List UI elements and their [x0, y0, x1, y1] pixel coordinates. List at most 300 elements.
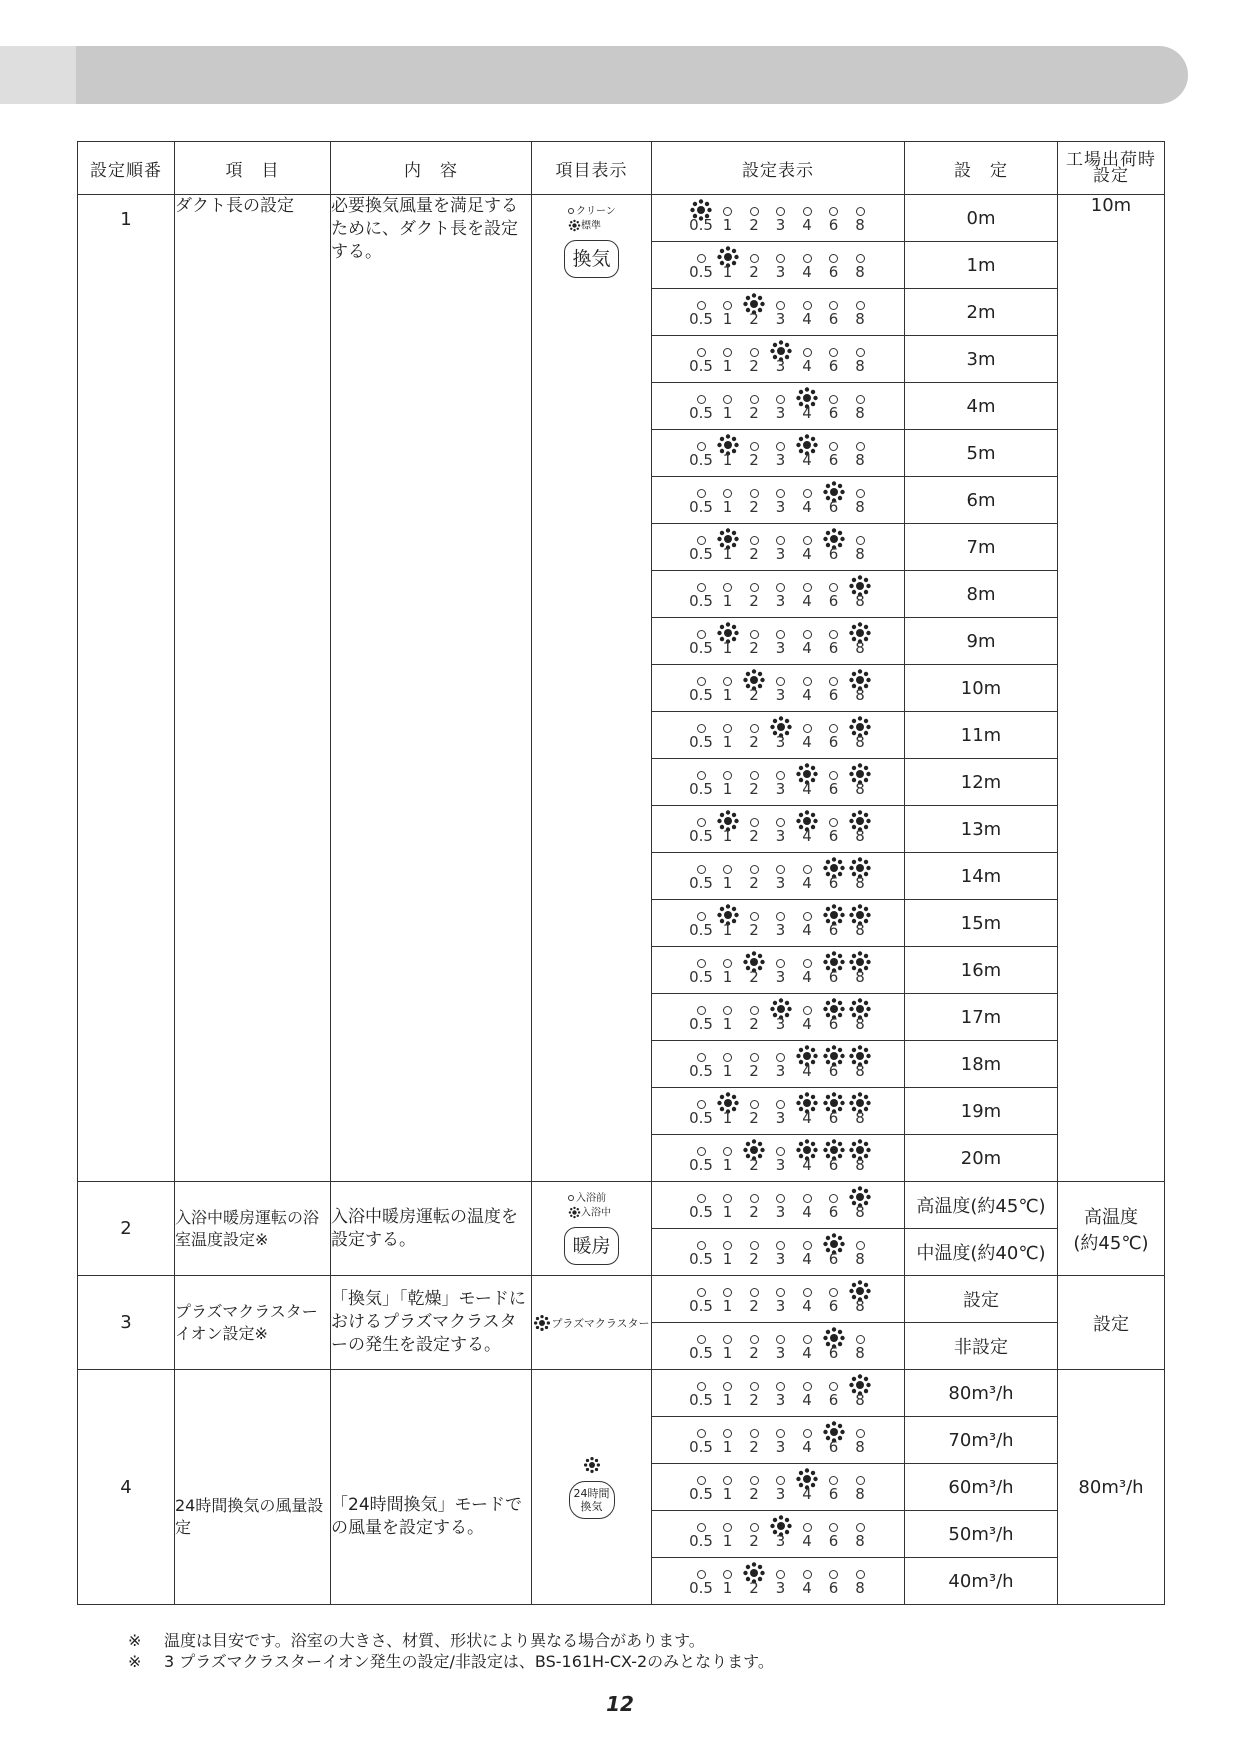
item-cell: 24時間換気の風量設定 — [175, 1370, 331, 1605]
lamp-slot — [822, 668, 846, 708]
setting-display-cell — [652, 1558, 905, 1605]
lamp-slot — [848, 1138, 872, 1178]
circle-lamp-icon — [697, 724, 706, 733]
lamp-number: 1 — [722, 733, 733, 751]
panel-button-icon — [569, 1481, 615, 1519]
lamp-slot — [716, 997, 740, 1037]
lamp-number: 8 — [855, 263, 865, 281]
lamp-number: 3 — [775, 1391, 786, 1409]
setting-cell: 16m — [905, 947, 1058, 994]
icon-line1: 24時間 — [573, 1486, 610, 1500]
setting-cell: 0m — [905, 195, 1058, 242]
setting-cell: 17m — [905, 994, 1058, 1041]
circle-lamp-icon — [697, 583, 706, 592]
table-row — [78, 1276, 1165, 1323]
lamp-number: 3 — [775, 1203, 786, 1221]
circle-lamp-icon — [776, 1194, 785, 1203]
lamp-slot — [795, 668, 819, 708]
circle-lamp-icon — [776, 254, 785, 263]
lamp-number: 2 — [749, 498, 759, 516]
lamp-indicator — [689, 1232, 879, 1272]
lamp-slot — [742, 1467, 766, 1507]
lamp-slot — [848, 245, 872, 285]
circle-lamp-icon — [697, 395, 706, 404]
lamp-number: 6 — [828, 263, 839, 281]
lamp-slot — [848, 997, 872, 1037]
lamp-slot — [742, 762, 766, 802]
lamp-number: 6 — [828, 1579, 839, 1597]
lamp-slot — [848, 1467, 872, 1507]
setting-cell: 15m — [905, 900, 1058, 947]
circle-lamp-icon — [803, 724, 812, 733]
lamp-number: 8 — [855, 404, 865, 422]
lamp-slot — [769, 198, 793, 238]
circle-lamp-icon — [803, 1335, 812, 1344]
lamp-slot — [769, 903, 793, 943]
lamp-number: 6 — [828, 733, 839, 751]
lamp-slot — [848, 621, 872, 661]
lamp-slot — [716, 1279, 740, 1319]
header-factory-line1: 工場出荷時 — [1066, 150, 1156, 170]
sparkle-icon — [568, 219, 581, 232]
lamp-number: 3 — [775, 263, 786, 281]
circle-lamp-icon — [776, 818, 785, 827]
circle-lamp-icon — [697, 677, 706, 686]
lamp-number: 4 — [802, 1250, 812, 1268]
circle-lamp-icon — [803, 865, 812, 874]
footnote-mark: ※ — [128, 1652, 142, 1671]
circle-lamp-icon — [697, 254, 706, 263]
circle-lamp-icon — [750, 395, 759, 404]
circle-lamp-icon — [803, 630, 812, 639]
lamp-slot — [742, 433, 766, 473]
lamp-slot — [742, 339, 766, 379]
lamp-slot — [822, 433, 846, 473]
lamp-slot — [716, 1514, 740, 1554]
lamp-number: 6 — [828, 1438, 839, 1456]
circle-lamp-icon — [776, 207, 785, 216]
lamp-slot — [769, 1091, 793, 1131]
circle-lamp-icon — [750, 1335, 759, 1344]
circle-lamp-icon — [776, 1241, 785, 1250]
item-cell: 入浴中暖房運転の浴室温度設定※ — [175, 1182, 331, 1276]
lamp-slot — [769, 950, 793, 990]
circle-lamp-icon — [723, 1382, 732, 1391]
lamp-slot — [716, 1467, 740, 1507]
setting-cell: 70m³/h — [905, 1417, 1058, 1464]
lamp-slot — [848, 1091, 872, 1131]
lamp-number: 2 — [749, 451, 759, 469]
setting-cell: 50m³/h — [905, 1511, 1058, 1558]
lamp-number: 0.5 — [689, 451, 713, 469]
lamp-number: 2 — [749, 780, 759, 798]
lamp-slot — [742, 903, 766, 943]
lamp-number: 8 — [855, 1156, 865, 1174]
lamp-slot — [689, 292, 713, 332]
lamp-number: 3 — [775, 1485, 786, 1503]
lamp-slot — [822, 1232, 846, 1272]
lamp-number: 8 — [855, 1015, 865, 1033]
circle-lamp-icon — [750, 1100, 759, 1109]
lamp-number: 4 — [802, 874, 812, 892]
circle-lamp-icon — [723, 865, 732, 874]
lamp-slot — [742, 1091, 766, 1131]
lamp-slot — [822, 292, 846, 332]
setting-display-cell — [652, 665, 905, 712]
circle-lamp-icon — [856, 1241, 865, 1250]
setting-cell: 4m — [905, 383, 1058, 430]
lamp-slot — [822, 856, 846, 896]
lamp-number: 8 — [855, 498, 865, 516]
lamp-number: 1 — [722, 310, 733, 328]
lamp-number: 2 — [749, 968, 759, 986]
lamp-slot — [689, 198, 713, 238]
lamp-slot — [689, 1467, 713, 1507]
circle-lamp-icon — [750, 348, 759, 357]
circle-lamp-icon — [750, 865, 759, 874]
setting-display-cell — [652, 242, 905, 289]
lamp-number: 2 — [749, 1485, 759, 1503]
lamp-number: 1 — [722, 592, 733, 610]
setting-display-cell — [652, 383, 905, 430]
lamp-slot — [769, 339, 793, 379]
lamp-slot — [795, 997, 819, 1037]
circle-lamp-icon — [776, 1100, 785, 1109]
lamp-slot — [822, 1561, 846, 1601]
lamp-number: 4 — [802, 216, 812, 234]
circle-lamp-icon — [750, 724, 759, 733]
lamp-number: 1 — [722, 827, 733, 845]
lamp-slot — [769, 1373, 793, 1413]
circle-lamp-icon — [856, 301, 865, 310]
lamp-number: 8 — [855, 1344, 865, 1362]
circle-lamp-icon — [776, 301, 785, 310]
lamp-slot — [822, 386, 846, 426]
circle-lamp-icon — [697, 865, 706, 874]
footnote-text: 3 プラズマクラスターイオン発生の設定/非設定は、BS-161H-CX-2のみとなります。 — [164, 1652, 774, 1671]
circle-lamp-icon — [750, 1006, 759, 1015]
circle-lamp-icon — [829, 818, 838, 827]
lamp-number: 6 — [828, 404, 839, 422]
circle-lamp-icon — [723, 207, 732, 216]
lamp-number: 6 — [828, 1532, 839, 1550]
circle-lamp-icon — [697, 818, 706, 827]
lamp-slot — [822, 809, 846, 849]
header-setting-display: 設定表示 — [652, 142, 905, 195]
circle-lamp-icon — [803, 1382, 812, 1391]
setting-cell: 1m — [905, 242, 1058, 289]
circle-lamp-icon — [776, 912, 785, 921]
lamp-number: 3 — [775, 216, 786, 234]
lamp-indicator — [689, 1467, 879, 1507]
lamp-number: 4 — [802, 780, 812, 798]
setting-cell: 11m — [905, 712, 1058, 759]
lamp-number: 0.5 — [689, 733, 713, 751]
circle-lamp-icon — [856, 489, 865, 498]
header-item: 項 目 — [175, 142, 331, 195]
lamp-slot — [716, 668, 740, 708]
lamp-number: 6 — [828, 1485, 839, 1503]
circle-lamp-icon — [776, 677, 785, 686]
item-display-cell — [532, 1370, 652, 1605]
lamp-number: 8 — [855, 1203, 865, 1221]
lamp-number: 3 — [775, 545, 786, 563]
lamp-slot — [742, 1185, 766, 1225]
lamp-number: 2 — [749, 921, 759, 939]
setting-display-cell — [652, 1276, 905, 1323]
lamp-slot — [689, 809, 713, 849]
lamp-slot — [716, 245, 740, 285]
circle-lamp-icon — [750, 1382, 759, 1391]
circle-lamp-icon — [750, 1053, 759, 1062]
lamp-slot — [716, 386, 740, 426]
lamp-number: 3 — [775, 827, 786, 845]
lamp-indicator — [689, 1373, 879, 1413]
lamp-number: 2 — [749, 1438, 759, 1456]
lamp-number: 0.5 — [689, 827, 713, 845]
lamp-number: 1 — [722, 1250, 733, 1268]
lamp-indicator — [689, 1420, 879, 1460]
circle-lamp-icon — [776, 395, 785, 404]
setting-cell: 中温度(約40℃) — [905, 1229, 1058, 1276]
circle-lamp-icon — [723, 724, 732, 733]
circle-lamp-icon — [697, 489, 706, 498]
lamp-number: 6 — [828, 1203, 839, 1221]
lamp-number: 2 — [749, 639, 759, 657]
lamp-number: 1 — [722, 1532, 733, 1550]
lamp-number: 2 — [749, 1203, 759, 1221]
lamp-indicator — [689, 433, 879, 473]
lamp-indicator — [689, 339, 879, 379]
lamp-slot — [769, 1326, 793, 1366]
setting-display-cell — [652, 1088, 905, 1135]
lamp-slot — [769, 621, 793, 661]
circle-lamp-icon — [750, 1523, 759, 1532]
legend-off — [532, 1192, 651, 1206]
circle-lamp-icon — [829, 724, 838, 733]
legend-on — [532, 219, 651, 234]
lamp-slot — [716, 1420, 740, 1460]
lamp-number: 1 — [722, 1297, 733, 1315]
lamp-slot — [742, 386, 766, 426]
lamp-slot — [822, 903, 846, 943]
lamp-number: 1 — [722, 498, 733, 516]
circle-lamp-icon — [723, 395, 732, 404]
setting-display-cell — [652, 1229, 905, 1276]
lamp-number: 2 — [749, 263, 759, 281]
circle-lamp-icon — [829, 583, 838, 592]
lamp-number: 0.5 — [689, 357, 713, 375]
lamp-indicator — [689, 950, 879, 990]
icon-line2: 換気 — [580, 1499, 603, 1513]
lamp-number: 8 — [855, 357, 865, 375]
circle-lamp-icon — [723, 771, 732, 780]
lamp-number: 0.5 — [689, 1391, 713, 1409]
circle-lamp-icon — [723, 1288, 732, 1297]
circle-lamp-icon — [750, 489, 759, 498]
lamp-slot — [769, 1232, 793, 1272]
lamp-number: 3 — [775, 686, 786, 704]
lamp-slot — [795, 903, 819, 943]
lamp-slot — [795, 1091, 819, 1131]
lamp-number: 6 — [828, 827, 839, 845]
lamp-number: 6 — [828, 968, 839, 986]
lamp-slot — [769, 1420, 793, 1460]
lamp-slot — [822, 1091, 846, 1131]
lamp-indicator — [689, 1044, 879, 1084]
header-factory-line2: 設定 — [1093, 166, 1129, 186]
lamp-number: 6 — [828, 498, 839, 516]
lamp-slot — [769, 809, 793, 849]
circle-lamp-icon — [723, 1476, 732, 1485]
lamp-number: 2 — [749, 1015, 759, 1033]
lamp-slot — [716, 198, 740, 238]
circle-lamp-icon — [750, 207, 759, 216]
setting-display-cell — [652, 477, 905, 524]
lamp-number: 0.5 — [689, 1579, 713, 1597]
lamp-slot — [822, 1044, 846, 1084]
lamp-slot — [769, 1279, 793, 1319]
lamp-indicator — [689, 292, 879, 332]
lamp-number: 6 — [828, 1297, 839, 1315]
lamp-number: 1 — [722, 1203, 733, 1221]
lamp-number: 2 — [749, 1109, 759, 1127]
lamp-number: 0.5 — [689, 592, 713, 610]
setting-display-cell — [652, 994, 905, 1041]
lamp-number: 2 — [749, 357, 759, 375]
lamp-slot — [822, 1373, 846, 1413]
lamp-number: 4 — [802, 1532, 812, 1550]
circle-lamp-icon — [776, 771, 785, 780]
lamp-slot — [848, 762, 872, 802]
circle-lamp-icon — [697, 1053, 706, 1062]
lamp-slot — [822, 198, 846, 238]
lamp-number: 8 — [855, 545, 865, 563]
circle-lamp-icon — [723, 1570, 732, 1579]
lamp-slot — [689, 480, 713, 520]
lamp-number: 2 — [749, 592, 759, 610]
circle-lamp-icon — [697, 1100, 706, 1109]
lamp-slot — [822, 527, 846, 567]
circle-lamp-icon — [803, 207, 812, 216]
circle-lamp-icon — [776, 442, 785, 451]
lamp-number: 6 — [828, 451, 839, 469]
lamp-slot — [822, 1185, 846, 1225]
plasmacluster-indicator — [532, 1313, 651, 1333]
lamp-number: 2 — [749, 310, 759, 328]
lamp-number: 3 — [775, 1015, 786, 1033]
lamp-number: 8 — [855, 1579, 865, 1597]
setting-display-cell — [652, 571, 905, 618]
lamp-slot — [742, 198, 766, 238]
circle-lamp-icon — [697, 1241, 706, 1250]
circle-lamp-icon — [776, 865, 785, 874]
lamp-number: 4 — [802, 639, 812, 657]
footnote-text: 温度は目安です。浴室の大きさ、材質、形状により異なる場合があります。 — [164, 1631, 705, 1650]
setting-cell: 高温度(約45℃) — [905, 1182, 1058, 1229]
header-factory-setting — [1058, 142, 1165, 195]
setting-display-cell — [652, 1041, 905, 1088]
header-bar — [0, 46, 1188, 104]
lamp-number: 0.5 — [689, 686, 713, 704]
lamp-number: 1 — [722, 1062, 733, 1080]
lamp-slot — [795, 1232, 819, 1272]
setting-display-cell — [652, 947, 905, 994]
setting-cell: 10m — [905, 665, 1058, 712]
lamp-slot — [689, 1326, 713, 1366]
lamp-slot — [689, 1561, 713, 1601]
lamp-number: 4 — [802, 310, 812, 328]
setting-display-cell — [652, 1323, 905, 1370]
lamp-number: 3 — [775, 733, 786, 751]
setting-cell: 14m — [905, 853, 1058, 900]
setting-cell: 12m — [905, 759, 1058, 806]
circle-lamp-icon — [829, 1382, 838, 1391]
lamp-slot — [795, 856, 819, 896]
lamp-slot — [716, 1232, 740, 1272]
lamp-number: 4 — [802, 1579, 812, 1597]
lamp-number: 0.5 — [689, 1438, 713, 1456]
lamp-number: 4 — [802, 1297, 812, 1315]
circle-lamp-icon — [776, 1429, 785, 1438]
header-setting: 設 定 — [905, 142, 1058, 195]
sparkle-icon — [568, 1206, 581, 1219]
lamp-slot — [742, 1326, 766, 1366]
circle-lamp-icon — [856, 1335, 865, 1344]
setting-display-cell — [652, 524, 905, 571]
lamp-slot — [769, 480, 793, 520]
lamp-number: 1 — [722, 780, 733, 798]
circle-lamp-icon — [697, 1335, 706, 1344]
circle-lamp-icon — [750, 254, 759, 263]
setting-display-cell — [652, 1511, 905, 1558]
lamp-indicator — [689, 856, 879, 896]
lamp-number: 4 — [802, 263, 812, 281]
setting-cell: 40m³/h — [905, 1558, 1058, 1605]
factory-setting-cell: 80m³/h — [1058, 1370, 1165, 1605]
setting-cell: 18m — [905, 1041, 1058, 1088]
header-bar-tab — [0, 46, 76, 104]
lamp-number: 8 — [855, 1438, 865, 1456]
lamp-number: 1 — [722, 639, 733, 657]
setting-cell: 80m³/h — [905, 1370, 1058, 1417]
circle-lamp-icon — [750, 1241, 759, 1250]
circle-lamp-icon — [723, 1241, 732, 1250]
lamp-number: 6 — [828, 1250, 839, 1268]
lamp-slot — [769, 1185, 793, 1225]
lamp-slot — [795, 1373, 819, 1413]
setting-cell: 8m — [905, 571, 1058, 618]
order-cell: 3 — [78, 1276, 175, 1370]
setting-display-cell — [652, 1182, 905, 1229]
circle-lamp-icon — [803, 348, 812, 357]
lamp-slot — [822, 950, 846, 990]
lamp-number: 2 — [749, 1297, 759, 1315]
lamp-slot — [742, 1373, 766, 1413]
legend-label: 入浴前 — [576, 1193, 606, 1205]
lamp-slot — [822, 1514, 846, 1554]
lamp-slot — [795, 1467, 819, 1507]
setting-display-cell — [652, 1464, 905, 1511]
lamp-number: 0.5 — [689, 1156, 713, 1174]
lamp-indicator — [689, 480, 879, 520]
lamp-number: 0.5 — [689, 498, 713, 516]
lamp-number: 1 — [722, 1156, 733, 1174]
lamp-slot — [848, 339, 872, 379]
lamp-slot — [769, 527, 793, 567]
setting-display-cell — [652, 900, 905, 947]
lamp-number: 4 — [802, 1438, 812, 1456]
